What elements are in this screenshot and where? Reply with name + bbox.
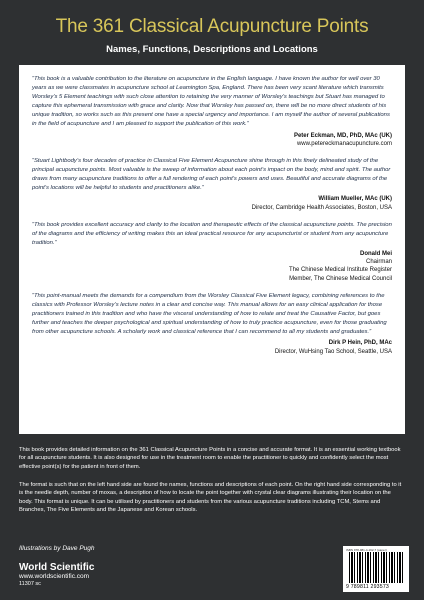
- isbn-label: ISBN 978-981-4-192-7 (paper): [346, 548, 387, 552]
- reviewer-affiliation: Member, The Chinese Medical Council: [289, 275, 392, 282]
- review: [32, 157, 392, 212]
- reviewer-affiliation: Director, WuHsing Tao School, Seattle, USA: [274, 348, 392, 355]
- illustrator-credit: Illustrations by Dave Pugh: [19, 545, 95, 552]
- review: [32, 221, 392, 283]
- review-quote: “Stuart Lightbody’s four decades of practice in Classical Five Element Acupuncture shine through in this finely delineated study of the principal acupuncture points. Most valuable is the sweep of information about each point’s impact on the body, mind and spirit. The author draws from many acupuncture traditions to offer a full rendering of each point’s powers and uses. Beautiful and accurate diagrams of the point’s locations will be helpful to students and practitioners alike.”: [32, 157, 391, 192]
- reviewer-name: Peter Eckman, MD, PhD, MAc (UK): [293, 132, 392, 139]
- reviewer-website: www.petereckmanacupuncture.com: [296, 140, 392, 147]
- review-attribution: [32, 132, 392, 148]
- reviewer-affiliation: Director, Cambridge Health Associates, Boston, USA: [251, 204, 392, 211]
- isbn-number: 9 789811 293573: [346, 584, 390, 590]
- reviewer-affiliation: The Chinese Medical Institute Register: [288, 267, 392, 274]
- reviewer-name: Donald Mei: [359, 251, 392, 258]
- product-code: 11307 sc: [19, 581, 41, 587]
- reviews-panel: [19, 65, 405, 434]
- reviewer-role: Chairman: [365, 259, 392, 266]
- publisher-block: [19, 562, 94, 588]
- reviewer-name: Dirk P Hein, PhD, MAc: [328, 340, 392, 347]
- barcode-icon: [349, 552, 405, 583]
- review-attribution: [32, 250, 392, 283]
- isbn-barcode: [343, 546, 409, 592]
- review-attribution: [32, 195, 392, 211]
- review: [32, 292, 392, 356]
- book-subtitle: Names, Functions, Descriptions and Locations: [106, 44, 318, 55]
- publisher-url: www.worldscientific.com: [19, 573, 90, 580]
- review-quote: “This book is a valuable contribution to the literature on acupuncture in the English language. I have known the author for well over 30 years as we were classmates in acupuncture school at Leamington Spa, England. There has been very scant literature which transmits Worsley’s 5 Element teachings with such close attention to retaining the very manner of Worsley’s teachings but Stuart has managed to capture this ephemeral transmission with grace and clarity. Now that Worsley has passed on, there will be no more direct students of his unique tradition, so works such as this present one have a special urgency and importance. I am myself the author of several publications in the field of acupuncture and I am pleased to support the publication of this work.”: [32, 76, 390, 128]
- description-paragraph: This book provides detailed information on the 361 Classical Acupuncture Points in a concise and accurate format. It is an essential working textbook for all acupuncture students. It is also designed for use in the treatment room to enable the practitioner to quickly and confidently select the most effective point(s) for the patient in front of them.: [19, 447, 401, 470]
- reviewer-name: William Mueller, MAc (UK): [318, 196, 392, 203]
- review-quote: “This point-manual meets the demands for a compendium from the Worsley Classical Five Element legacy, combining references to the classics with Professor Worsley’s lecture notes in a clear and concise way. This manual allows for an easy clinical application for those practitioners trained in this tradition and who have the visceral understanding of how to relate and treat the Causative Factor, but goes further and teaches the deeper psychological and spiritual understanding of how to truly practice acupuncture, even for those graduating from other acupuncture schools. A scholarly work and classical reference that I can recommend to all my students and graduates.”: [32, 292, 387, 336]
- book-title: The 361 Classical Acupuncture Points: [55, 16, 369, 37]
- review: [32, 75, 392, 148]
- review-attribution: [32, 339, 392, 355]
- review-quote: “This book provides excellent accuracy and clarity to the location and therapeutic effects of the classical acupuncture points. The precision of the diagrams and the efficiency of writing makes this an ideal practical resource for any acupuncturist or student from any acupuncture tradition.”: [32, 221, 392, 246]
- description-paragraph: The format is such that on the left hand side are found the names, functions and descriptions of each point. On the right hand side corresponding to it is the needle depth, number of moxas, a description of how to locate the point together with crystal clear diagrams illustrating their location on the body. This format is unique. It can be utilised by practitioners and students from the various acupuncture traditions including TCM, Stems and Branches, The Five Elements and the Japanese and Korean schools.: [19, 482, 402, 514]
- publisher-name: World Scientific: [19, 562, 95, 573]
